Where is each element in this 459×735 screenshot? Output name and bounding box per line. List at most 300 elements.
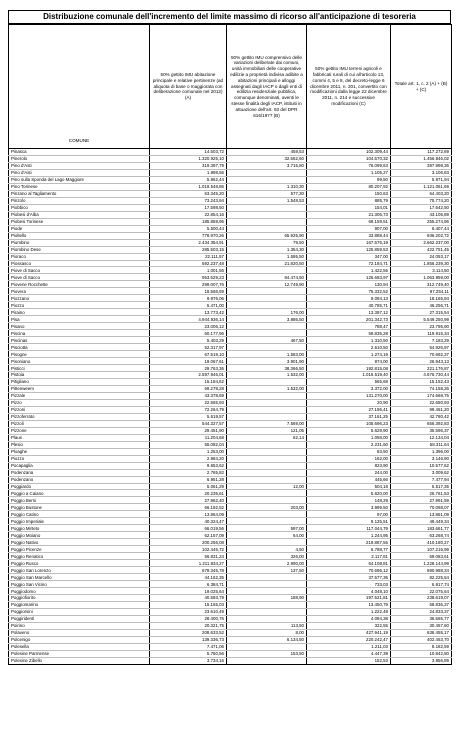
cell-comune: Podenzana <box>9 469 150 476</box>
cell-total: 63.268,74 <box>391 532 452 539</box>
cell-total: 1.856.239,30 <box>391 260 452 267</box>
table-row <box>9 518 452 525</box>
cell-total: 22.075,64 <box>391 588 452 595</box>
cell-col-b <box>227 211 307 218</box>
cell-col-c: 154,01 <box>307 204 391 211</box>
cell-comune: Pisogne <box>9 351 150 358</box>
cell-comune: Pisoniano <box>9 358 150 365</box>
cell-col-a: 28.400,76 <box>150 615 227 622</box>
cell-col-a: 44.162,35 <box>150 574 227 581</box>
cell-comune: Pioraco <box>9 253 150 260</box>
cell-col-b <box>227 497 307 504</box>
cell-col-a: 5.500,44 <box>150 225 227 232</box>
cell-col-b <box>227 643 307 650</box>
cell-total: 59.083,61 <box>391 553 452 560</box>
table-row <box>9 351 452 358</box>
table-row <box>9 316 452 323</box>
cell-comune: Piombino <box>9 239 150 246</box>
table-row <box>9 595 452 602</box>
table-row <box>9 413 452 420</box>
table-row <box>9 323 452 330</box>
cell-comune: Pizzale <box>9 392 150 399</box>
cell-col-b <box>227 601 307 608</box>
cell-comune: Poggiodomo <box>9 588 150 595</box>
cell-col-a: 4.944.936,14 <box>150 316 227 323</box>
cell-col-c: 4.447,39 <box>307 650 391 657</box>
cell-comune: Pino sulla Sponda del Lago Maggiore <box>9 176 150 183</box>
cell-col-c: 2.117,81 <box>307 553 391 560</box>
cell-col-c: 64.108,81 <box>307 560 391 567</box>
table-row <box>9 162 452 169</box>
cell-col-b: 1.532,00 <box>227 372 307 379</box>
cell-col-c: 167.576,19 <box>307 239 391 246</box>
cell-col-c: 347,00 <box>307 253 391 260</box>
cell-col-a: 62.157,09 <box>150 532 227 539</box>
cell-col-a: 73.243,94 <box>150 197 227 204</box>
table-header-row <box>9 25 452 149</box>
cell-total: 43.105,89 <box>391 211 452 218</box>
cell-col-b <box>227 413 307 420</box>
cell-comune: Piscinas <box>9 337 150 344</box>
cell-col-b <box>227 476 307 483</box>
cell-col-c: 152,53 <box>307 657 391 664</box>
cell-total: 174.668,75 <box>391 392 452 399</box>
table-row <box>9 372 452 379</box>
cell-col-c: 907,00 <box>307 225 391 232</box>
cell-col-b: 1.595,50 <box>227 253 307 260</box>
cell-col-b: 21.820,50 <box>227 260 307 267</box>
cell-comune: Poggio San Marcello <box>9 574 150 581</box>
cell-col-c: 565,68 <box>307 378 391 385</box>
cell-comune: Pittenweem <box>9 385 150 392</box>
cell-total: 58.836,37 <box>391 601 452 608</box>
cell-comune: Piobbico <box>9 204 150 211</box>
header-col-c: 50% gettito IMU terreni agricoli e fabbricati rurali di cui all'articolo 13, commi 4, 5 e 8, del decreto-legge 6 dicembre 2011, n. 201, convertito con modificazioni dalla legge 22 dicembre 2011, n. 214 e successive modificazioni (C) <box>307 25 391 149</box>
table-row <box>9 560 452 567</box>
cell-total: 99.461,20 <box>391 406 452 413</box>
cell-col-b <box>227 539 307 546</box>
table-row <box>9 476 452 483</box>
cell-col-c: 150,63 <box>307 190 391 197</box>
cell-col-b: 188,90 <box>227 595 307 602</box>
cell-comune: Piombino Dese <box>9 246 150 253</box>
distribution-table <box>8 24 452 665</box>
table-row <box>9 288 452 295</box>
cell-col-a: 63.345,20 <box>150 190 227 197</box>
cell-col-a: 200.256,08 <box>150 539 227 546</box>
cell-col-c: 192.815,08 <box>307 365 391 372</box>
table-row <box>9 497 452 504</box>
cell-col-c: 220.242,47 <box>307 636 391 643</box>
cell-col-a: 9.976,06 <box>150 295 227 302</box>
cell-total: 255.274,96 <box>391 218 452 225</box>
table-row <box>9 378 452 385</box>
cell-col-c: 1.105,27 <box>307 169 391 176</box>
cell-col-a: 3.734,16 <box>150 657 227 664</box>
cell-col-a: 52.317,97 <box>150 344 227 351</box>
cell-total: 3.009,62 <box>391 469 452 476</box>
cell-total: 6.407,44 <box>391 225 452 232</box>
table-row <box>9 232 452 239</box>
cell-comune: Podenzano <box>9 476 150 483</box>
cell-col-c: 9.125,51 <box>307 518 391 525</box>
cell-total: 238.619,07 <box>391 595 452 602</box>
cell-col-b: 79,50 <box>227 239 307 246</box>
cell-col-a: 1.320.925,10 <box>150 155 227 162</box>
table-row <box>9 650 452 657</box>
cell-col-a: 55.082,04 <box>150 441 227 448</box>
cell-col-a: 679.345,78 <box>150 567 227 574</box>
cell-total: 221.176,87 <box>391 365 452 372</box>
cell-col-c: 131.270,00 <box>307 392 391 399</box>
table-row <box>9 330 452 337</box>
cell-col-b: 577,30 <box>227 190 307 197</box>
cell-col-a: 9.653,62 <box>150 462 227 469</box>
table-row <box>9 211 452 218</box>
cell-col-c: 1.274,19 <box>307 351 391 358</box>
cell-col-c: 40.785,71 <box>307 302 391 309</box>
cell-comune: Polesine Zibello <box>9 657 150 664</box>
cell-col-c: 72.184,71 <box>307 260 391 267</box>
cell-col-c: 1.422,55 <box>307 267 391 274</box>
cell-total: 97.254,11 <box>391 288 452 295</box>
cell-col-c: 27.196,41 <box>307 406 391 413</box>
cell-col-c: 1.016.519,40 <box>307 372 391 379</box>
cell-col-b <box>227 302 307 309</box>
cell-col-a: 66.019,56 <box>150 525 227 532</box>
cell-comune: Pino Torinese <box>9 183 150 190</box>
cell-col-a: 139.336,73 <box>150 636 227 643</box>
cell-col-c: 33.888,44 <box>307 232 391 239</box>
cell-col-c: 2.231,60 <box>307 441 391 448</box>
cell-comune: Polcenigo <box>9 636 150 643</box>
cell-col-a: 72.264,79 <box>150 406 227 413</box>
cell-comune: Pizzoli <box>9 420 150 427</box>
cell-col-c: 1.211,03 <box>307 643 391 650</box>
cell-col-b: 1.583,00 <box>227 351 307 358</box>
cell-total: 30.457,60 <box>391 622 452 629</box>
cell-col-a: 6.384,71 <box>150 581 227 588</box>
cell-comune: Poggio Catino <box>9 511 150 518</box>
cell-total: 58.311,64 <box>391 441 452 448</box>
cell-total: 36.565,77 <box>391 615 452 622</box>
cell-col-b <box>227 295 307 302</box>
cell-total: 107.216,99 <box>391 546 452 553</box>
cell-col-c: 75.332,52 <box>307 288 391 295</box>
cell-col-c: 105.696,23 <box>307 420 391 427</box>
cell-comune: Plaus <box>9 434 150 441</box>
cell-col-a: 22.555,93 <box>150 399 227 406</box>
table-row <box>9 608 452 615</box>
cell-col-c: 104.570,32 <box>307 155 391 162</box>
cell-total: 13.861,09 <box>391 511 452 518</box>
table-row <box>9 455 452 462</box>
cell-col-a: 27.962,40 <box>150 497 227 504</box>
table-row <box>9 657 452 664</box>
cell-col-a: 1.998,56 <box>150 169 227 176</box>
cell-col-b <box>227 392 307 399</box>
table-row <box>9 532 452 539</box>
cell-col-a: 778.970,26 <box>150 232 227 239</box>
cell-col-c: 20,90 <box>307 399 391 406</box>
table-row <box>9 462 452 469</box>
cell-comune: Poggiridenti <box>9 615 150 622</box>
cell-col-a: 2.765,82 <box>150 469 227 476</box>
cell-col-c: 4.094,38 <box>307 615 391 622</box>
table-row <box>9 490 452 497</box>
cell-total: 24.833,37 <box>391 608 452 615</box>
cell-col-a: 56.831,24 <box>150 553 227 560</box>
cell-comune: Plesio <box>9 441 150 448</box>
table-row <box>9 190 452 197</box>
table-row <box>9 601 452 608</box>
cell-col-a: 40.593,79 <box>150 595 227 602</box>
cell-total: 26.761,53 <box>391 490 452 497</box>
cell-col-c: 445,66 <box>307 476 391 483</box>
cell-comune: Poggio Mirteto <box>9 525 150 532</box>
table-row <box>9 581 452 588</box>
cell-col-b <box>227 406 307 413</box>
cell-col-a: 19.025,64 <box>150 588 227 595</box>
cell-col-b: 1.354,30 <box>227 246 307 253</box>
cell-col-a: 6.951,28 <box>150 476 227 483</box>
cell-col-c: 80.207,92 <box>307 183 391 190</box>
cell-col-b: 1.532,00 <box>227 385 307 392</box>
cell-col-b: 1.548,53 <box>227 197 307 204</box>
cell-comune: Piozzo <box>9 455 150 462</box>
cell-col-c: 244,00 <box>307 469 391 476</box>
cell-comune: Piovene Rocchette <box>9 281 150 288</box>
cell-col-b: 32.662,60 <box>227 155 307 162</box>
cell-col-a: 1.211.834,27 <box>150 560 227 567</box>
cell-col-b: 3.901,90 <box>227 358 307 365</box>
cell-col-a: 22.111,57 <box>150 253 227 260</box>
table-row <box>9 155 452 162</box>
cell-total: 10.842,80 <box>391 650 452 657</box>
cell-col-c: 37.577,35 <box>307 574 391 581</box>
cell-col-a: 11.204,68 <box>150 434 227 441</box>
cell-col-a: 23.610,49 <box>150 608 227 615</box>
cell-total: 18.165,94 <box>391 295 452 302</box>
cell-col-b <box>227 518 307 525</box>
cell-total: 12.134,04 <box>391 434 452 441</box>
cell-comune: Pioltello <box>9 232 150 239</box>
cell-col-c: 201.342,73 <box>307 316 391 323</box>
cell-comune: Pinerolo <box>9 155 150 162</box>
cell-col-a: 102.445,72 <box>150 546 227 553</box>
cell-total: 49.449,34 <box>391 518 452 525</box>
cell-comune: Pistoia <box>9 372 150 379</box>
cell-col-b: 8,00 <box>227 629 307 636</box>
cell-comune: Poggio Bustone <box>9 504 150 511</box>
cell-col-b <box>227 462 307 469</box>
cell-col-b <box>227 169 307 176</box>
cell-col-a: 20.235,61 <box>150 490 227 497</box>
cell-col-c: 6.788,77 <box>307 546 391 553</box>
cell-col-a: 40.324,47 <box>150 518 227 525</box>
cell-col-b: 176,00 <box>227 309 307 316</box>
cell-col-b <box>227 218 307 225</box>
cell-total: 35.596,37 <box>391 427 452 434</box>
cell-comune: Piove di Sacco <box>9 267 150 274</box>
cell-col-b <box>227 267 307 274</box>
table-row <box>9 553 452 560</box>
table-row <box>9 176 452 183</box>
table-row <box>9 406 452 413</box>
cell-comune: Poggiofiorito <box>9 595 150 602</box>
cell-col-a: 5.061,29 <box>150 483 227 490</box>
cell-col-c: 219.887,55 <box>307 539 391 546</box>
cell-col-a: 953.529,23 <box>150 274 227 281</box>
cell-col-c: 2.610,50 <box>307 344 391 351</box>
cell-col-b <box>227 399 307 406</box>
cell-col-b <box>227 511 307 518</box>
cell-col-a: 5.619,57 <box>150 413 227 420</box>
cell-total: 1.228.144,99 <box>391 560 452 567</box>
cell-col-c: 125.683,97 <box>307 274 391 281</box>
cell-col-c: 197.521,81 <box>307 595 391 602</box>
cell-total: 1.396,00 <box>391 448 452 455</box>
cell-col-c: 59.835,28 <box>307 330 391 337</box>
cell-col-c: 3.372,00 <box>307 385 391 392</box>
cell-col-b <box>227 448 307 455</box>
cell-col-b: 64,00 <box>227 532 307 539</box>
cell-comune: Poggio Renatico <box>9 553 150 560</box>
cell-total: 15.152,43 <box>391 378 452 385</box>
cell-col-b <box>227 657 307 664</box>
cell-col-b: 137,50 <box>227 567 307 574</box>
table-row <box>9 344 452 351</box>
cell-comune: Poggio Nativo <box>9 539 150 546</box>
cell-col-b <box>227 455 307 462</box>
cell-total: 75.774,20 <box>391 197 452 204</box>
cell-col-b <box>227 441 307 448</box>
table-row <box>9 392 452 399</box>
cell-comune: Polesella <box>9 643 150 650</box>
cell-total: 46.256,71 <box>391 302 452 309</box>
cell-comune: Pisticci <box>9 365 150 372</box>
cell-comune: Ploaghe <box>9 448 150 455</box>
cell-col-a: 13.864,09 <box>150 511 227 518</box>
table-row <box>9 588 452 595</box>
header-comune: COMUNE <box>9 25 150 149</box>
cell-col-a: 208.633,52 <box>150 629 227 636</box>
cell-col-a: 7.471,06 <box>150 643 227 650</box>
cell-col-b <box>227 176 307 183</box>
cell-comune: Piossasco <box>9 260 150 267</box>
cell-col-b: 326,00 <box>227 553 307 560</box>
cell-comune: Piozzo <box>9 302 150 309</box>
cell-comune: Piove di Sacco <box>9 274 150 281</box>
cell-comune: Polesine Parmense <box>9 650 150 657</box>
cell-comune: Poggiomarino <box>9 601 150 608</box>
cell-total: 119.915,34 <box>391 330 452 337</box>
cell-col-a: 29.763,36 <box>150 365 227 372</box>
cell-col-b: 1.310,30 <box>227 183 307 190</box>
cell-total: 3.114,50 <box>391 267 452 274</box>
cell-total: 1.456.846,02 <box>391 155 452 162</box>
table-row <box>9 539 452 546</box>
cell-col-b <box>227 608 307 615</box>
cell-col-b: 467,50 <box>227 337 307 344</box>
table-row <box>9 434 452 441</box>
cell-col-c: 788,47 <box>307 323 391 330</box>
cell-col-b <box>227 323 307 330</box>
cell-comune: Pinzolo <box>9 197 150 204</box>
cell-col-b: 12.749,90 <box>227 281 307 288</box>
cell-comune: Piobesi d'Alba <box>9 211 150 218</box>
cell-col-b: 121,05 <box>227 427 307 434</box>
table-row <box>9 441 452 448</box>
table-row <box>9 274 452 281</box>
table-row <box>9 218 452 225</box>
cell-comune: Poggio a Caiano <box>9 490 150 497</box>
cell-col-c: 733,03 <box>307 581 391 588</box>
cell-total: 27.991,59 <box>391 497 452 504</box>
cell-col-a: 285.503,15 <box>150 246 227 253</box>
cell-col-a: 23.006,12 <box>150 323 227 330</box>
cell-col-b: 62,14 <box>227 434 307 441</box>
table-row <box>9 197 452 204</box>
cell-col-c: 9.094,13 <box>307 295 391 302</box>
cell-comune: Piscina <box>9 330 150 337</box>
cell-total: 5.971,94 <box>391 176 452 183</box>
cell-total: 183.661,77 <box>391 525 452 532</box>
table-row <box>9 267 452 274</box>
cell-col-b: 12,00 <box>227 483 307 490</box>
table-row <box>9 567 452 574</box>
cell-comune: Piovera <box>9 288 150 295</box>
cell-col-c: 83,50 <box>307 448 391 455</box>
cell-col-c: 99,50 <box>307 176 391 183</box>
cell-col-b <box>227 204 307 211</box>
cell-col-a: 22.854,16 <box>150 211 227 218</box>
header-total: Totale art. 1, c. 2 (A) + (B) + (C) <box>391 25 452 149</box>
cell-total: 42.780,42 <box>391 413 452 420</box>
cell-col-c: 823,90 <box>307 462 391 469</box>
cell-col-b <box>227 344 307 351</box>
cell-total: 2.662.237,00 <box>391 239 452 246</box>
cell-col-a: 43.378,69 <box>150 392 227 399</box>
cell-col-b: 203,00 <box>227 504 307 511</box>
table-row <box>9 469 452 476</box>
cell-col-a: 1.019.548,86 <box>150 183 227 190</box>
cell-total: 402.453,70 <box>391 636 452 643</box>
table-row <box>9 337 452 344</box>
cell-col-b <box>227 288 307 295</box>
cell-col-c: 37.161,25 <box>307 413 391 420</box>
cell-col-c: 162,00 <box>307 455 391 462</box>
cell-col-a: 17.598,50 <box>150 204 227 211</box>
cell-comune: Poggiardo <box>9 483 150 490</box>
cell-total: 27.315,54 <box>391 309 452 316</box>
cell-col-b: 153,50 <box>227 650 307 657</box>
cell-comune: Piobesi Torinese <box>9 218 150 225</box>
cell-col-c: 322,55 <box>307 622 391 629</box>
cell-col-c: 70.696,12 <box>307 567 391 574</box>
cell-total: 422.751,45 <box>391 246 452 253</box>
cell-comune: Poggiorsini <box>9 608 150 615</box>
cell-comune: Polaveno <box>9 629 150 636</box>
cell-col-c: 117.044,79 <box>307 525 391 532</box>
cell-col-b <box>227 469 307 476</box>
cell-col-a: 14.503,72 <box>150 149 227 156</box>
cell-col-a: 544.327,57 <box>150 420 227 427</box>
cell-total: 5.549.250,99 <box>391 316 452 323</box>
cell-col-b: 38.366,50 <box>227 365 307 372</box>
cell-total: 636.455,17 <box>391 629 452 636</box>
cell-total: 7.477,94 <box>391 476 452 483</box>
